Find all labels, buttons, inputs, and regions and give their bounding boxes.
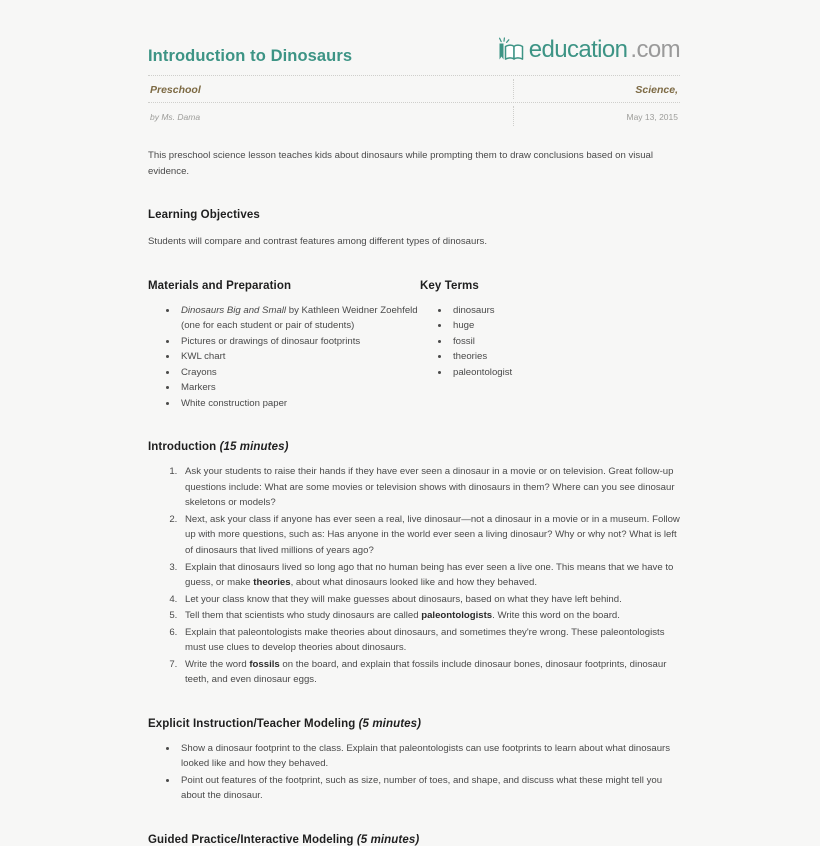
list-item: • huge	[450, 318, 680, 334]
book-title: Dinosaurs Big and Small	[181, 304, 287, 316]
list-item: 2. Next, ask your class if anyone has ever seen a real, live dinosaur—not a dinosaur in a movie or in a museum. Follow up with more questions, such as: Has anyone in the world ever seen a living dinosaur? Why or why not? What is left of dinosaurs that lived millions of years ago?	[180, 512, 680, 559]
list-item: • fossil	[450, 334, 680, 350]
heading-materials: Materials and Preparation	[148, 279, 292, 292]
header-top-row	[148, 36, 680, 75]
book-author-note: by Kathleen Weidner Zoehfeld (one for each student or pair of students)	[181, 304, 418, 332]
heading-explicit-instruction	[148, 718, 680, 730]
heading-introduction-text: Introduction	[148, 441, 217, 454]
open-book-icon	[496, 37, 526, 65]
list-item	[180, 560, 680, 591]
subject-cell	[515, 80, 680, 98]
page-title: Introduction to Dinosaurs	[148, 46, 353, 65]
heading-guided-practice	[148, 834, 680, 846]
materials-list	[148, 303, 420, 412]
meta-vertical-divider	[513, 79, 514, 99]
learning-objectives-body: Students will compare and contrast features among different types of dinosaurs.	[148, 236, 487, 248]
heading-explicit-instruction-duration: (5 minutes)	[358, 717, 422, 730]
step-text-a: Write the word	[185, 658, 250, 670]
author-byline: by Ms. Dama	[150, 112, 201, 122]
step-text-b: on the board, and explain that fossils include dinosaur bones, dinosaur footprints, dinosaur teeth, and even dinosaur eggs.	[185, 658, 667, 686]
list-item: • Show a dinosaur footprint to the class. Explain that paleontologists can use footprints to learn about what dinosaurs looked like and how they behaved.	[178, 741, 680, 772]
meta-row-grade-subject	[148, 76, 680, 102]
list-item	[180, 608, 680, 624]
education-com-logo	[496, 36, 680, 64]
key-terms-column	[420, 280, 680, 412]
materials-keyterms-columns	[148, 280, 680, 412]
key-terms-list	[420, 303, 680, 381]
subject-label: Science,	[635, 84, 678, 96]
list-item: • Markers	[178, 380, 420, 396]
introduction-steps-list	[148, 464, 680, 687]
explicit-instruction-list	[148, 741, 680, 804]
key-term-paleontologists: paleontologists	[421, 610, 493, 622]
document-header	[148, 36, 680, 129]
list-item: 4. Let your class know that they will make guesses about dinosaurs, based on what they have left behind.	[180, 592, 680, 608]
list-item: • dinosaurs	[450, 303, 680, 319]
list-item: • White construction paper	[178, 396, 420, 412]
key-term-fossils: fossils	[249, 658, 280, 670]
list-item	[178, 303, 420, 334]
heading-guided-practice-duration: (5 minutes)	[356, 833, 420, 846]
list-item: • paleontologist	[450, 365, 680, 381]
step-text-a: Explain that dinosaurs lived so long ago that no human being has ever seen a live one. This means that we have to guess, or make	[185, 561, 674, 589]
logo-wordmark: education	[528, 36, 628, 63]
publish-date: May 13, 2015	[626, 112, 678, 122]
materials-column	[148, 280, 420, 412]
logo-tld: .com	[630, 36, 680, 63]
heading-learning-objectives: Learning Objectives	[148, 209, 260, 222]
key-term-theories: theories	[253, 577, 291, 589]
list-item: • KWL chart	[178, 349, 420, 365]
list-item: • theories	[450, 349, 680, 365]
meta-vertical-divider-2	[513, 106, 514, 126]
author-cell	[148, 107, 515, 125]
step-text-a: Tell them that scientists who study dinosaurs are called	[185, 610, 422, 622]
list-item: 1. Ask your students to raise their hands if they have ever seen a dinosaur in a movie or on television. Great follow-up questions include: What are some movies or television shows with dinosaurs in them? Where can you see dinosaur skeletons or models?	[180, 464, 680, 511]
grade-cell	[148, 80, 515, 98]
list-item: • Crayons	[178, 365, 420, 381]
lesson-summary: This preschool science lesson teaches kids about dinosaurs while prompting them to draw conclusions based on visual evidence.	[148, 150, 654, 177]
grade-level: Preschool	[150, 84, 201, 96]
list-item: • Pictures or drawings of dinosaur footprints	[178, 334, 420, 350]
list-item: • Point out features of the footprint, such as size, number of toes, and shape, and discuss what these might tell you about the dinosaur.	[178, 773, 680, 804]
step-text-b: . Write this word on the board.	[492, 610, 620, 622]
heading-introduction-duration: (15 minutes)	[219, 441, 289, 454]
heading-introduction	[148, 441, 680, 453]
list-item: 6. Explain that paleontologists make theories about dinosaurs, and sometimes they're wrong. These paleontologists must use clues to develop theories about dinosaurs.	[180, 625, 680, 656]
heading-explicit-instruction-text: Explicit Instruction/Teacher Modeling	[148, 717, 356, 730]
step-text-b: , about what dinosaurs looked like and how they behaved.	[290, 577, 538, 589]
meta-row-author-date	[148, 103, 680, 129]
list-item	[180, 657, 680, 688]
date-cell	[515, 107, 680, 125]
heading-key-terms: Key Terms	[420, 279, 479, 292]
heading-guided-practice-text: Guided Practice/Interactive Modeling	[148, 833, 354, 846]
